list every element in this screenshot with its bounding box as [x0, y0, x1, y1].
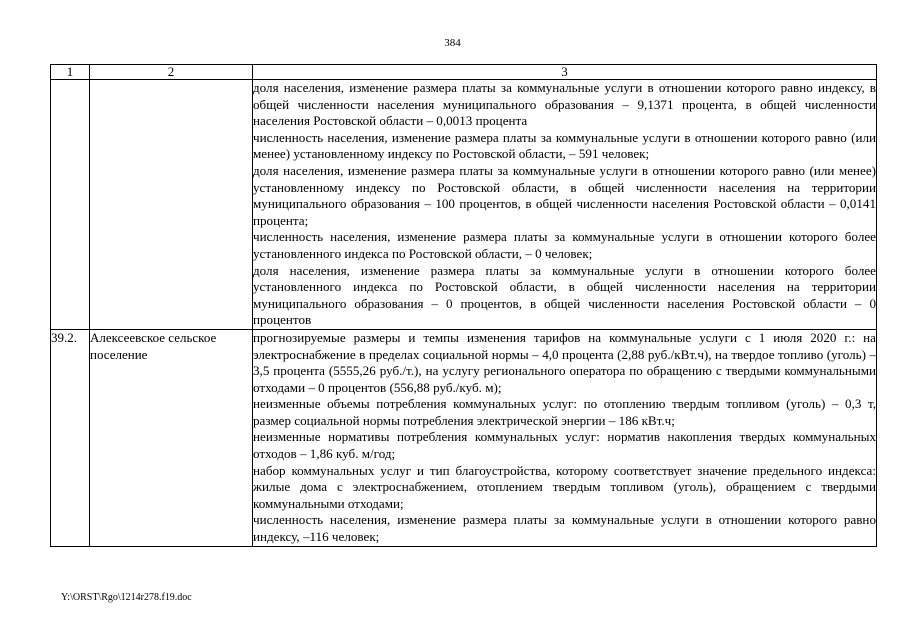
municipality-name-cell — [90, 80, 253, 330]
paragraph: численность населения, изменение размера платы за коммунальные услуги в отношении которого равно (или менее) установленному индексу по Ростовской области, – 591 человек; — [253, 129, 876, 162]
paragraph: прогнозируемые размеры и темпы изменения тарифов на коммунальные услуги с 1 июля 2020 г.: на электроснабжение в пределах социальной нормы – 4,0 процента (2,88 руб./кВт.ч), на твердое топливо (уголь) – 3,5 процента (5555,26 руб./т.), на услугу регионального оператора по обращению с твердыми коммунальными отходами – 0 процентов (556,88 руб./куб. м); — [253, 329, 876, 395]
paragraph: доля населения, изменение размера платы за коммунальные услуги в отношении которого равно индексу, в общей численности населения муниципального образования – 9,1371 процента, в общей численности населения Ростовской области – 0,0013 процента — [253, 80, 876, 129]
row-number-cell — [51, 80, 90, 330]
paragraph: доля населения, изменение размера платы за коммунальные услуги в отношении которого равно (или менее) установленному индексу по Ростовской области, в общей численности населения на территории муниципального образования – 100 процентов, в общей численности населения Ростовской области – 0,0141 процента; — [253, 162, 876, 228]
description-cell — [253, 80, 877, 330]
column-header-1: 1 — [51, 65, 90, 80]
table-row-39-2 — [51, 329, 877, 546]
paragraph: неизменные объемы потребления коммунальных услуг: по отоплению твердым топливом (уголь) – 0,3 т, размер социальной нормы потребления электрической энергии – 186 кВт.ч; — [253, 396, 876, 428]
tariff-table — [50, 64, 877, 547]
row-number-cell: 39.2. — [51, 329, 90, 546]
table-header-row — [51, 65, 877, 80]
paragraph: набор коммунальных услуг и тип благоустройства, которому соответствует значение предельного индекса: жилые дома с электроснабжением, отоплением твердым топливом (уголь), обращением с твердыми коммунальными отходами; — [253, 462, 876, 511]
paragraph: доля населения, изменение размера платы за коммунальные услуги в отношении которого более установленного индекса по Ростовской области, в общей численности населения на территории муниципального образования – 0 процентов, в общей численности населения Ростовской области – 0 процентов — [253, 262, 876, 328]
municipality-name-cell: Алексеевское сельское поселение — [90, 329, 253, 546]
footer-file-path: Y:\ORST\Rgo\1214r278.f19.doc — [61, 592, 192, 603]
column-header-3: 3 — [253, 65, 877, 80]
paragraph: численность населения, изменение размера платы за коммунальные услуги в отношении которого более установленного индекса по Ростовской области, – 0 человек; — [253, 229, 876, 261]
description-cell — [253, 329, 877, 546]
paragraph: неизменные нормативы потребления коммунальных услуг: норматив накопления твердых коммунальных отходов – 1,86 куб. м/год; — [253, 429, 876, 462]
paragraph: численность населения, изменение размера платы за коммунальные услуги в отношении которого равно индексу, –116 человек; — [253, 512, 876, 545]
page-number: 384 — [444, 37, 461, 49]
column-header-2: 2 — [90, 65, 253, 80]
table-row-continuation — [51, 80, 877, 330]
